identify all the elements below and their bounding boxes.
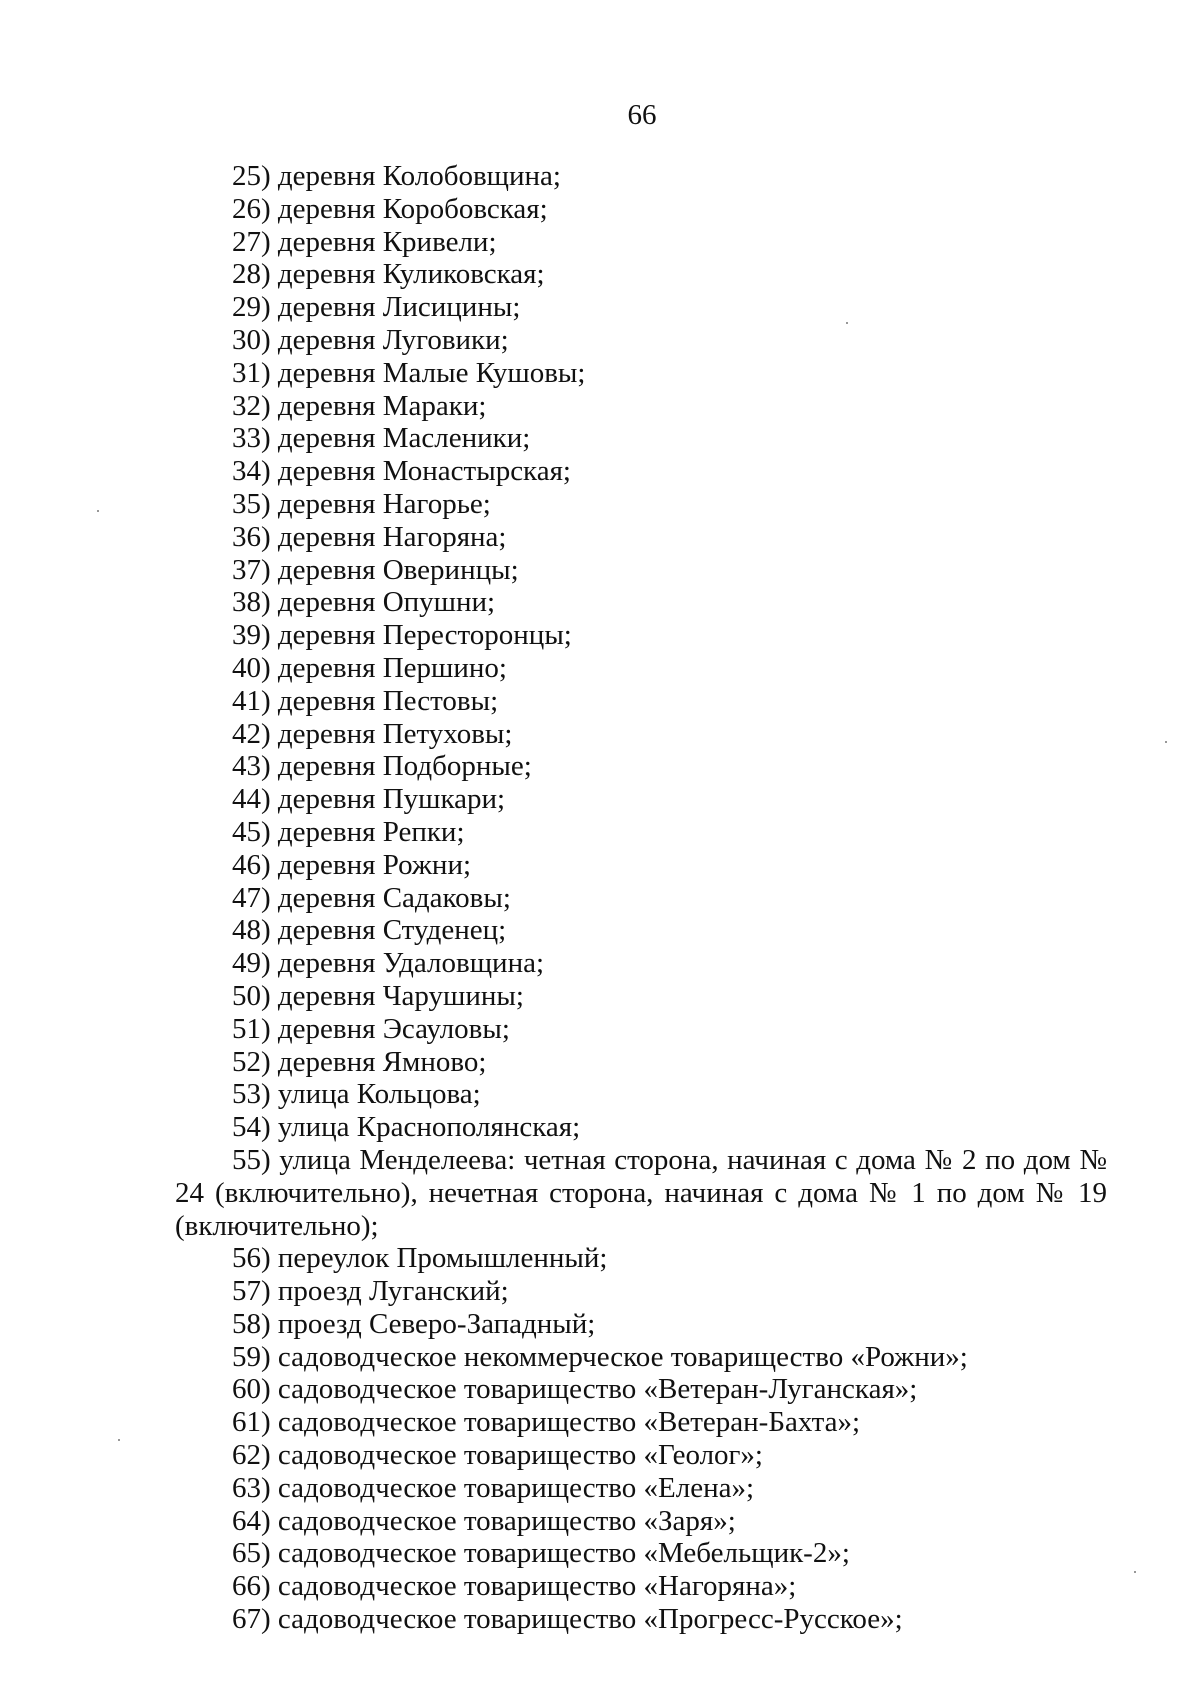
list-item: 53) улица Кольцова; (232, 1078, 481, 1111)
list-item: 41) деревня Пестовы; (232, 684, 499, 717)
list-item: 61) садоводческое товарищество «Ветеран-Бахта»; (232, 1406, 861, 1439)
list-item: 31) деревня Малые Кушовы; (232, 356, 586, 389)
scan-speck (1165, 741, 1167, 743)
list-item: 46) деревня Рожни; (232, 848, 472, 881)
list-item: 52) деревня Ямново; (232, 1045, 487, 1078)
list-item: 44) деревня Пушкари; (232, 783, 506, 816)
list-item: 57) проезд Луганский; (232, 1275, 509, 1308)
scan-speck (846, 322, 848, 324)
list-item: 25) деревня Колобовщина; (232, 160, 561, 192)
list-item: 66) садоводческое товарищество «Нагоряна»; (232, 1570, 797, 1603)
scan-speck (97, 510, 99, 512)
list-item: 47) деревня Садаковы; (232, 881, 511, 914)
list-item: 64) садоводческое товарищество «Заря»; (232, 1504, 736, 1537)
list-item: 35) деревня Нагорье; (232, 487, 491, 520)
list-item: 36) деревня Нагоряна; (232, 520, 507, 553)
list-item: 40) деревня Першино; (232, 651, 507, 684)
list-item: 29) деревня Лисицины; (232, 291, 521, 324)
list-item: 49) деревня Удаловщина; (232, 947, 545, 980)
list-item: 50) деревня Чарушины; (232, 979, 524, 1012)
list-item: 28) деревня Куликовская; (232, 258, 545, 291)
list-item: 37) деревня Оверинцы; (232, 553, 519, 586)
list-item: 54) улица Краснополянская; (232, 1111, 581, 1144)
list-item: 59) садоводческое некоммерческое товарищество «Рожни»; (232, 1340, 968, 1373)
list-item: 34) деревня Монастырская; (232, 455, 571, 488)
list-item: 30) деревня Луговики; (232, 323, 509, 356)
list-item: 60) садоводческое товарищество «Ветеран-Луганская»; (232, 1373, 918, 1406)
list-item: 38) деревня Опушни; (232, 586, 496, 619)
list-item: 58) проезд Северо-Западный; (232, 1307, 596, 1340)
page-number: 66 (627, 99, 657, 131)
scan-speck (1134, 1571, 1136, 1573)
list-item: 67) садоводческое товарищество «Прогресс-Русское»; (232, 1603, 903, 1636)
list-item: 48) деревня Студенец; (232, 914, 507, 947)
list-item: 32) деревня Мараки; (232, 389, 487, 422)
list-item: 51) деревня Эсауловы; (232, 1012, 510, 1045)
list-item: 43) деревня Подборные; (232, 750, 532, 783)
list-item: 63) садоводческое товарищество «Елена»; (232, 1471, 755, 1504)
list-item: 42) деревня Петуховы; (232, 717, 513, 750)
list-item: 27) деревня Кривели; (232, 225, 497, 258)
list-item: 33) деревня Масленики; (232, 422, 531, 455)
list-item: 45) деревня Репки; (232, 815, 465, 848)
list-item: 56) переулок Промышленный; (232, 1242, 608, 1275)
list-item: 39) деревня Пересторонцы; (232, 619, 572, 652)
list-item: 55) улица Менделеева: четная сторона, начиная с дома № 2 по дом № 24 (включительно), нечетная сторона, начиная с дома № 1 по дом № 19 (включительно); (175, 1143, 1107, 1242)
list-item: 62) садоводческое товарищество «Геолог»; (232, 1439, 763, 1472)
list-item: 65) садоводческое товарищество «Мебельщик-2»; (232, 1537, 850, 1570)
scan-speck (118, 1439, 120, 1441)
list-item: 26) деревня Коробовская; (232, 192, 548, 225)
settlement-list (175, 160, 1107, 1636)
